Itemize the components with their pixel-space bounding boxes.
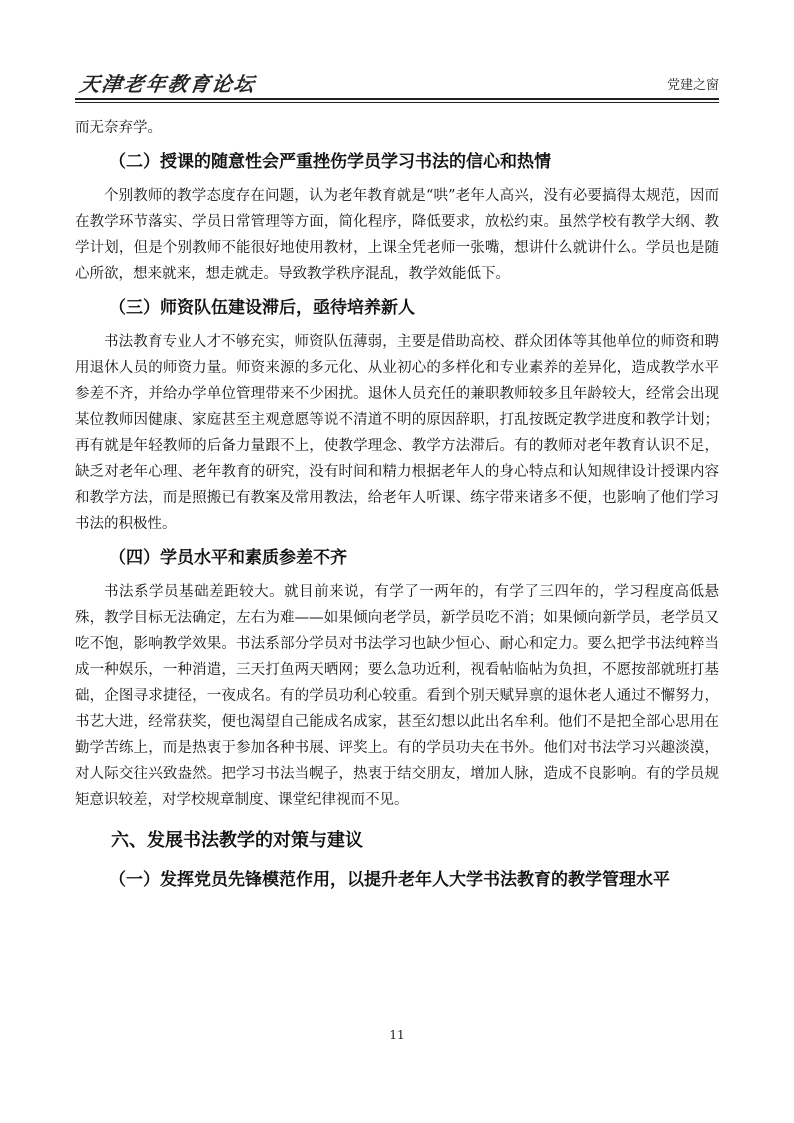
continuation-text: 而无奈弃学。 [75,120,162,136]
section-six-heading: 六、发展书法教学的对策与建议 [111,830,363,851]
paragraph-4: 书法系学员基础差距较大。就目前来说，有学了一两年的，有学了三四年的，学习程度高低悬殊，教学目标无法确定，左右为难——如果倾向老学员，新学员吃不消；如果倾向新学员，老学员又吃不饱，影响教学效果。书法系部分学员对书法学习也缺少恒心、耐心和定力。要么把学书法纯粹当成一种娱乐，一种消遣，三天打鱼两天晒网；要么急功近利，视看帖临帖为负担，不愿按部就班打基础，企图寻求捷径，一夜成名。有的学员功利心较重。看到个别天赋异禀的退休老人通过不懈努力，书艺大进，经常获奖，便也渴望自己能成名成家，甚至幻想以此出名牟利。他们不是把全部心思用在勤学苦练上，而是热衷于参加各种书展、评奖上。有的学员功夫在书外。他们对书法学习兴趣淡漠，对人际交往兴致盎然。把学习书法当幌子，热衷于结交朋友，增加人脉，造成不良影响。有的学员规矩意识较差，对学校规章制度、课堂纪律视而不见。 [75,584,719,808]
page-header [75,60,719,100]
paragraph-3: 书法教育专业人才不够充实，师资队伍薄弱，主要是借助高校、群众团体等其他单位的师资和聘用退休人员的师资力量。师资来源的多元化、从业初心的多样化和专业素养的差异化，造成教学水平参差不齐，并给办学单位管理带来不少困扰。退休人员充任的兼职教师较多且年龄较大，经常会出现某位教师因健康、家庭甚至主观意愿等说不清道不明的原因辞职，打乱按既定教学进度和教学计划；再有就是年轻教师的后备力量跟不上，使教学理念、教学方法滞后。有的教师对老年教育认识不足，缺乏对老年心理、老年教育的研究，没有时间和精力根据老年人的身心特点和认知规律设计授课内容和教学方法，而是照搬已有教案及常用教法，给老年人听课、练字带来诸多不便，也影响了他们学习书法的积极性。 [75,334,719,532]
page-number: 11 [389,1028,405,1042]
journal-logo: 天津老年教育论坛 [78,72,258,96]
heading-2: （二）授课的随意性会严重挫伤学员学习书法的信心和热情 [109,152,551,172]
header-rule [75,98,719,100]
heading-4: （四）学员水平和素质参差不齐 [109,548,347,568]
heading-3: （三）师资队伍建设滞后，亟待培养新人 [109,298,415,318]
article-body [75,115,719,901]
paragraph-2: 个别教师的教学态度存在问题，认为老年教育就是“哄”老年人高兴，没有必要搞得太规范，因而在教学环节落实、学员日常管理等方面，简化程序，降低要求，放松约束。虽然学校有教学大纲、教学计划，但是个别教师不能很好地使用教材，上课全凭老师一张嘴，想讲什么就讲什么。学员也是随心所欲，想来就来，想走就走。导致教学秩序混乱，教学效能低下。 [75,188,719,282]
header-rule-thin [75,102,719,103]
heading-6-1: （一）发挥党员先锋模范作用，以提升老年人大学书法教育的教学管理水平 [109,870,670,890]
section-name: 党建之窗 [666,78,719,93]
